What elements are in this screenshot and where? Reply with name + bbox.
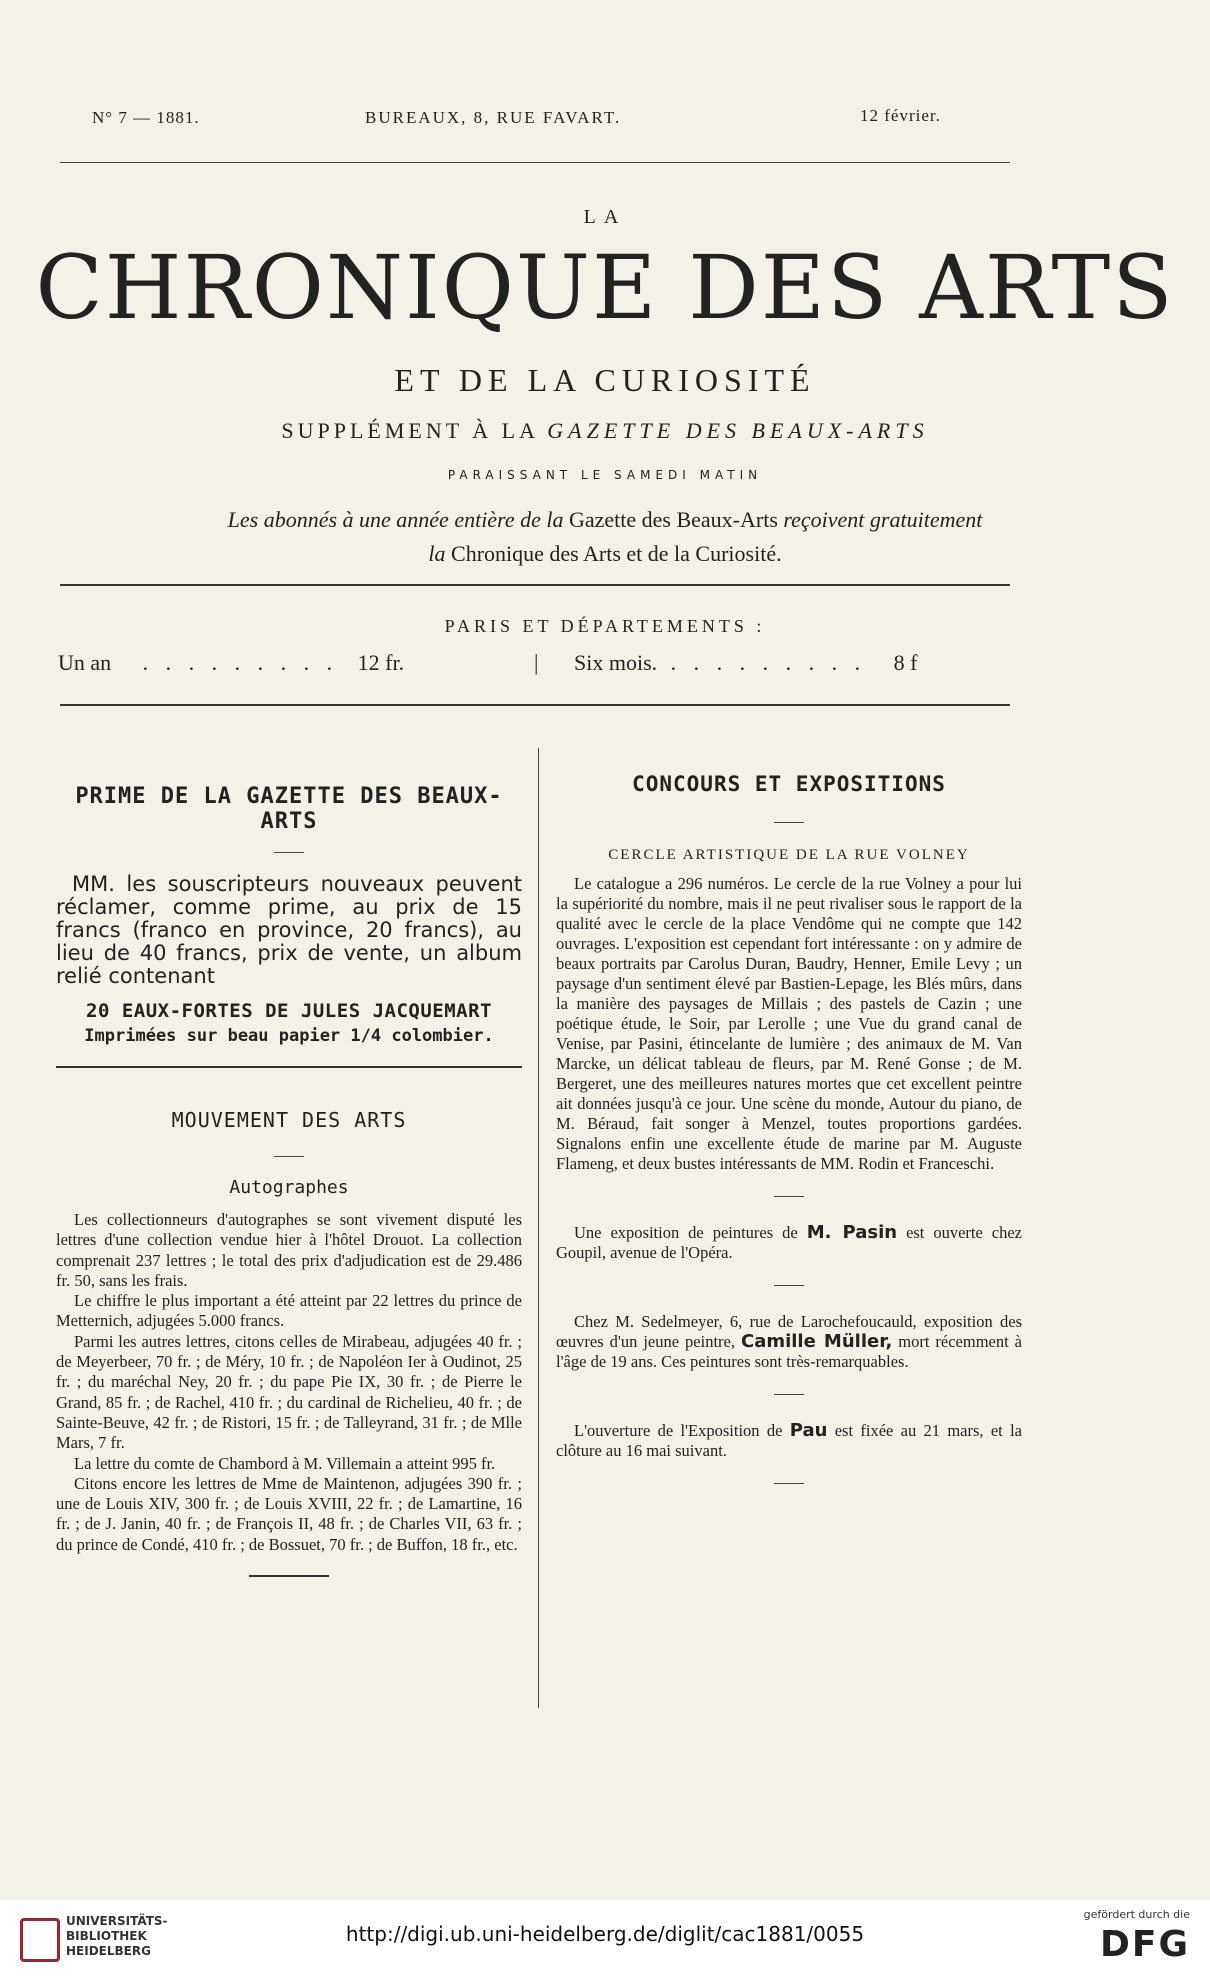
dfg-logo: DFG — [1099, 1924, 1190, 1965]
price-six-mois — [574, 650, 917, 676]
pau-text-a: L'ouverture de l'Exposition de — [574, 1421, 783, 1440]
abonnes-text-d: la — [428, 541, 446, 566]
supplement-line — [0, 418, 1210, 444]
un-an-price: 12 fr. — [357, 650, 405, 675]
paragraph: Le chiffre le plus important a été atteint par 22 lettres du prince de Metternich, adjugées 5.000 francs. — [56, 1291, 522, 1331]
sedel-name: Camille Müller, — [740, 1331, 893, 1352]
sedel-text-a: Chez M. Sedelmeyer, 6, rue de Larochefoucauld, exposition des œuvres d'un jeune peintre, — [556, 1312, 1022, 1351]
bureaux-address: BUREAUX, 8, RUE FAVART. — [365, 108, 622, 127]
publication-frequency: PARAISSANT LE SAMEDI MATIN — [447, 468, 763, 482]
abonnes-text-a: Les abonnés à une année entière de la — [227, 507, 564, 532]
prime-title: PRIME DE LA GAZETTE DES BEAUX-ARTS — [75, 784, 503, 834]
paragraph: Citons encore les lettres de Mme de Maintenon, adjugées 390 fr. ; une de Louis XIV, 300 fr. ; de Louis XVIII, 22 fr. ; de Lamartine, 16 fr. ; de J. Janin, 40 fr. ; de François II, 48 fr. ; de Charles VII, 63 fr. ; du prince de Condé, 410 fr. ; de Bossuet, 70 fr. ; de Buffon, 18 fr., etc. — [56, 1473, 522, 1554]
section-dash — [774, 1196, 804, 1197]
un-an-dots: . . . . . . . . . — [142, 650, 339, 675]
prime-text: MM. les souscripteurs nouveaux peuvent réclamer, comme prime, au prix de 15 francs (franco en province, 20 francs), au lieu de 40 francs, prix de vente, un album relié contenant — [56, 872, 522, 988]
footer-bar — [0, 1900, 1210, 1977]
price-un-an — [58, 650, 404, 676]
concours-title: CONCOURS ET EXPOSITIONS — [632, 772, 946, 796]
funding-note: gefördert durch die — [1083, 1908, 1190, 1921]
section-dash — [774, 1394, 804, 1395]
pau-name: Pau — [789, 1420, 828, 1441]
sedelmeyer-paragraph — [556, 1312, 1022, 1372]
six-mois-price: 8 f — [893, 650, 918, 675]
abonnes-note — [0, 503, 1210, 571]
issue-date: 12 février. — [860, 106, 941, 125]
abonnes-text-c: reçoivent gratuitement — [783, 507, 983, 532]
pasin-text-c: est ouverte chez Goupil, avenue de l'Opéra. — [556, 1223, 1023, 1262]
abonnes-text-b: Gazette des Beaux-Arts — [568, 507, 778, 532]
prime-rule — [56, 1066, 522, 1068]
pasin-name: M. Pasin — [806, 1222, 898, 1243]
autographes-body — [56, 1210, 522, 1555]
subtitle: ET DE LA CURIOSITÉ — [394, 362, 816, 398]
column-divider — [538, 748, 539, 1708]
pau-paragraph — [556, 1421, 1022, 1461]
price-separator: | — [534, 650, 539, 675]
header-rule — [60, 162, 1010, 163]
supplement-prefix: SUPPLÉMENT À LA — [281, 418, 538, 443]
univ-line-3: HEIDELBERG — [66, 1944, 151, 1958]
pasin-text-a: Une exposition de peintures de — [574, 1223, 798, 1242]
masthead-rule — [60, 584, 1010, 586]
concours-dash — [774, 822, 804, 823]
section-dash — [774, 1483, 804, 1484]
prime-dash — [274, 852, 304, 853]
six-mois-label: Six mois. — [574, 650, 658, 675]
page-title: CHRONIQUE DES ARTS — [35, 236, 1175, 339]
pau-text-c: est fixée au 21 mars, et la clôture au 16 mai suivant. — [556, 1421, 1022, 1460]
paragraph: La lettre du comte de Chambord à M. Villemain a atteint 995 fr. — [74, 1453, 496, 1473]
issue-number: N° 7 — 1881. — [92, 108, 200, 127]
end-ornament — [249, 1575, 329, 1577]
six-mois-dots: . . . . . . . . . — [670, 650, 867, 675]
section-dash — [774, 1285, 804, 1286]
left-column — [56, 784, 522, 1577]
cercle-title: CERCLE ARTISTIQUE DE LA RUE VOLNEY — [608, 847, 970, 863]
mouvement-dash — [274, 1156, 304, 1157]
subscription-heading: PARIS ET DÉPARTEMENTS : — [444, 616, 766, 636]
abonnes-text-e: Chronique des Arts et de la Curiosité. — [451, 541, 782, 566]
right-column — [556, 772, 1022, 1484]
pasin-paragraph — [556, 1223, 1022, 1263]
prime-paper: Imprimées sur beau papier 1/4 colombier. — [84, 1026, 494, 1046]
paragraph: Le catalogue a 296 numéros. Le cercle de la rue Volney a pour lui la supériorité du nombre, mais il ne peut rivaliser sous le rapport de la qualité avec le cercle de la place Vendôme qui ne compte que 142 ouvrages. L'exposition est cependant fort intéressante : on y admire de beaux portraits par Carolus Duran, Baudry, Henner, Emile Levy ; un paysage d'un sentiment élevé par Bastien-Lepage, les Blés mûrs, dans la manière des paysages de Millais ; des pastels de Cazin ; une poétique étude, le Soir, par Lerolle ; une Vue du grand canal de Venise, par Pasini, étincelante de lumière ; des animaux de M. Van Marcke, un délicat tableau de fleurs, par M. René Gonse ; de M. Bergeret, une des meilleures natures mortes que cet excellent peintre ait données jusqu'à ce jour. Une scène du monde, Autour du piano, de M. Béraud, fait songer à Menzel, toutes proportions gardées. Signalons enfin une excellente étude de marine par M. Auguste Flameng, et deux bustes intéressants de MM. Rodin et Franceschi. — [556, 874, 1022, 1173]
univ-line-1: UNIVERSITÄTS- — [66, 1914, 168, 1928]
source-url[interactable]: http://digi.ub.uni-heidelberg.de/diglit/cac1881/0055 — [345, 1922, 865, 1946]
supplement-gazette: GAZETTE DES BEAUX-ARTS — [547, 418, 929, 443]
cercle-body — [556, 874, 1022, 1174]
mouvement-title: MOUVEMENT DES ARTS — [171, 1108, 407, 1132]
prime-eaux-fortes: 20 EAUX-FORTES DE JULES JACQUEMART — [86, 1000, 492, 1022]
un-an-label: Un an — [58, 650, 112, 675]
subscription-rule — [60, 704, 1010, 706]
title-article: LA — [583, 206, 627, 228]
paragraph: Les collectionneurs d'autographes se sont vivement disputé les lettres d'une collection vendue hier à l'hôtel Drouot. La collection comprenait 237 lettres ; le total des prix d'adjudication est de 29.486 fr. 50, sans les frais. — [56, 1210, 522, 1290]
autographes-title: Autographes — [229, 1177, 349, 1198]
sedel-text-c: mort récemment à l'âge de 19 ans. Ces peintures sont très-remarquables. — [556, 1332, 1023, 1371]
univ-line-2: BIBLIOTHEK — [66, 1929, 147, 1943]
paragraph: Parmi les autres lettres, citons celles de Mirabeau, adjugées 40 fr. ; de Meyerbeer, 70 fr. ; de Méry, 10 fr. ; de Napoléon Ier à Oudinot, 25 fr. ; du maréchal Ney, 20 fr. ; du pape Pie IX, 30 fr. ; de Pierre le Grand, 85 fr. ; de Rachel, 410 fr. ; du cardinal de Richelieu, 40 fr. ; de Sainte-Beuve, 42 fr. ; de Ristori, 15 fr. ; de Talleyrand, 31 fr. ; de Mlle Mars, 7 fr. — [56, 1331, 522, 1453]
